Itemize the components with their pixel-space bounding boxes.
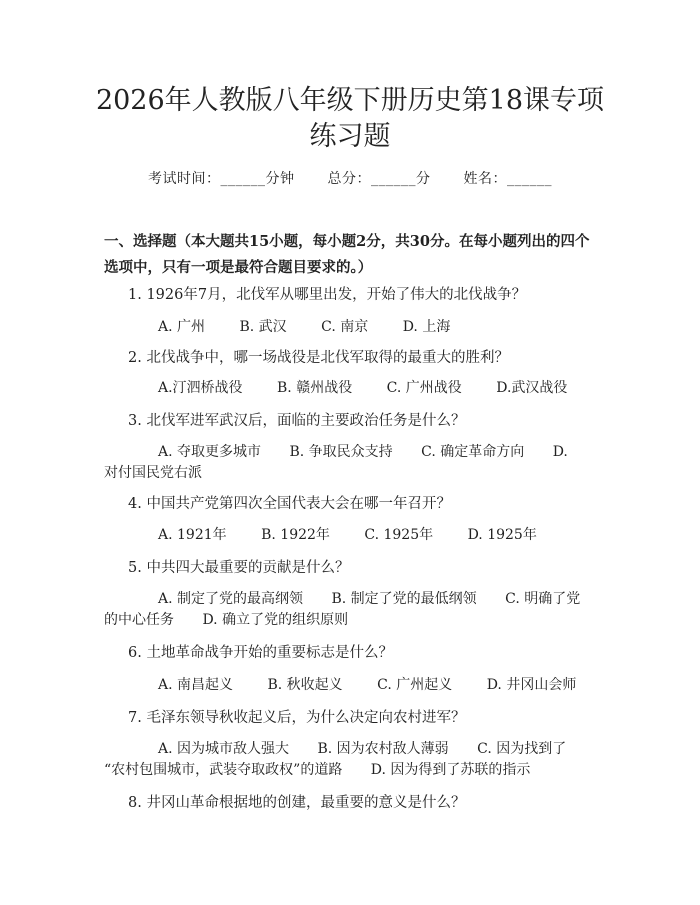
student-name: 姓名：______ — [463, 171, 552, 187]
option: A. 夺取更多城市 — [158, 444, 262, 460]
option: D. 因为得到了苏联的指示 — [370, 762, 531, 778]
option: D.武汉战役 — [496, 380, 568, 396]
option: A. 广州 — [158, 319, 206, 335]
option: C. 1925年 — [364, 527, 434, 543]
option-wrapped: D. — [552, 444, 568, 460]
options-3-continued: 对付国民党右派 — [104, 465, 202, 481]
question-6: 6. 土地革命战争开始的重要标志是什么？ — [128, 645, 393, 661]
option: A. 因为城市敌人强大 — [158, 741, 290, 757]
options-4 — [158, 524, 567, 544]
option: A. 南昌起义 — [158, 677, 234, 693]
options-1 — [158, 316, 480, 336]
option: B. 赣州战役 — [277, 380, 353, 396]
option: B. 争取民众支持 — [289, 444, 393, 460]
total-score: 总分：______分 — [327, 171, 431, 187]
option: A. 1921年 — [158, 527, 227, 543]
options-3 — [158, 441, 568, 461]
options-6 — [158, 674, 606, 694]
question-4: 4. 中国共产党第四次全国代表大会在哪一年召开？ — [128, 496, 451, 512]
options-5-continued: 的中心任务 D. 确立了党的组织原则 — [104, 612, 349, 628]
options-7-continued: “农村包围城市，武装夺取政权”的道路 D. 因为得到了苏联的指示 — [104, 762, 531, 778]
page-title-line-2: 练习题 — [309, 121, 391, 152]
exam-info — [0, 168, 700, 188]
option-wrapped: C. 明确了党 — [505, 591, 581, 607]
question-7: 7. 毛泽东领导秋收起义后，为什么决定向农村进军？ — [128, 710, 466, 726]
question-5: 5. 中共四大最重要的贡献是什么？ — [128, 560, 350, 576]
option: D. 上海 — [402, 319, 451, 335]
question-1: 1. 1926年7月，北伐军从哪里出发，开始了伟大的北伐战争？ — [128, 287, 527, 303]
option: C. 广州战役 — [386, 380, 462, 396]
option: D. 确立了党的组织原则 — [202, 612, 349, 628]
section-heading: 一、选择题（本大题共15小题，每小题2分，共30分。在每小题列出的四个选项中，只有一项是最符合题目要求的。） — [104, 233, 590, 276]
option: C. 南京 — [321, 319, 369, 335]
option: D. 井冈山会师 — [486, 677, 577, 693]
option: C. 确定革命方向 — [421, 444, 525, 460]
question-8: 8. 井冈山革命根据地的创建，最重要的意义是什么？ — [128, 795, 466, 811]
options-7 — [158, 738, 566, 758]
question-3: 3. 北伐军进军武汉后，面临的主要政治任务是什么？ — [128, 413, 466, 429]
option: A.汀泗桥战役 — [158, 380, 243, 396]
option: B. 制定了党的最低纲领 — [331, 591, 477, 607]
option: B. 秋收起义 — [267, 677, 343, 693]
options-2 — [158, 377, 597, 397]
exam-time: 考试时间：______分钟 — [148, 171, 295, 187]
option: D. 1925年 — [467, 527, 537, 543]
question-2: 2. 北伐战争中，哪一场战役是北伐军取得的最重大的胜利？ — [128, 350, 509, 366]
options-5 — [158, 588, 580, 608]
option: B. 武汉 — [239, 319, 287, 335]
option: A. 制定了党的最高纲领 — [158, 591, 304, 607]
option: C. 广州起义 — [377, 677, 453, 693]
option: B. 因为农村敌人薄弱 — [317, 741, 449, 757]
option-wrapped: C. 因为找到了 — [477, 741, 567, 757]
page-title-line-1: 2026年人教版八年级下册历史第18课专项 — [95, 85, 605, 116]
option: B. 1922年 — [261, 527, 330, 543]
